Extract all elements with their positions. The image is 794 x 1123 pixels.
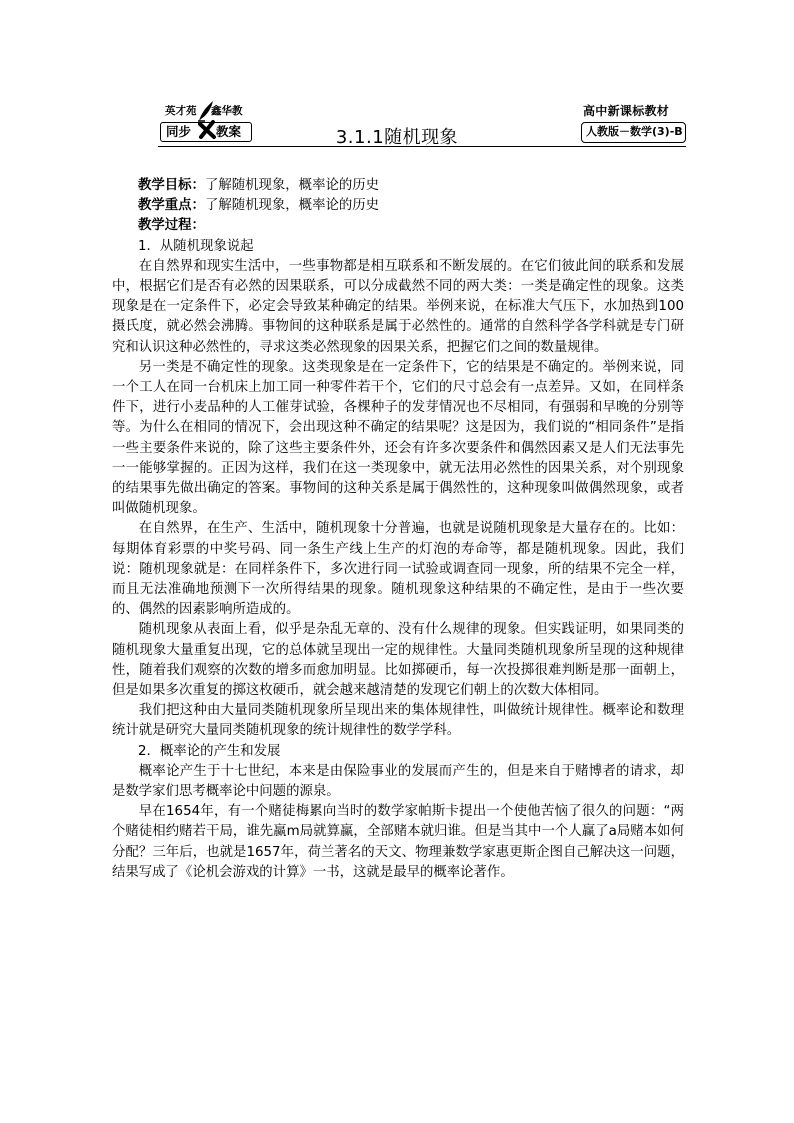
teaching-goal-label: 教学目标： bbox=[138, 178, 205, 193]
paragraph: 另一类是不确定性的现象。这类现象是在一定条件下，它的结果是不确定的。举例来说，同一个工人在同一台机床上加工同一种零件若干个，它们的尺寸总会有一点差异。又如，在同样条件下，进行小麦品种的人工催芽试验，各棵种子的发芽情况也不尽相同，有强弱和早晚的分别等等。为什么在相同的情况下，会出现这种不确定的结果呢？这是因为，我们说的“相同条件”是指一些主要条件来说的，除了这些主要条件外，还会有许多次要条件和偶然因素又是人们无法事先一一能够掌握的。正因为这样，我们在这一类现象中，就无法用必然性的因果关系，对个别现象的结果事先做出确定的答案。事物间的这种关系是属于偶然性的，这种现象叫做偶然现象，或者叫做随机现象。 bbox=[112, 359, 684, 517]
teaching-process bbox=[112, 216, 684, 236]
teaching-goal-value: 了解随机现象，概率论的历史 bbox=[204, 178, 380, 193]
logo-top-row bbox=[158, 103, 254, 119]
section-heading: 1．从随机现象说起 bbox=[138, 238, 254, 254]
paragraph: 随机现象从表面上看，似乎是杂乱无章的、没有什么规律的现象。但实践证明，如果同类的随机现象大量重复出现，它的总体就呈现出一定的规律性。大量同类随机现象所呈现的这种规律性，随着我们观察的次数的增多而愈加明显。比如掷硬币，每一次投掷很难判断是那一面朝上，但是如果多次重复的掷这枚硬币，就会越来越清楚的发现它们朝上的次数大体相同。 bbox=[112, 622, 684, 699]
section-heading: 2．概率论的产生和发展 bbox=[138, 743, 281, 759]
teaching-focus bbox=[112, 196, 684, 216]
page-title: 3.1.1随机现象 bbox=[335, 127, 459, 148]
teaching-process-label: 教学过程： bbox=[138, 218, 205, 234]
paragraph: 早在1654年，有一个赌徒梅累向当时的数学家帕斯卡提出一个使他苦恼了很久的问题：“两个赌徒相约赌若干局，谁先赢m局就算赢，全部赌本就归谁。但是当其中一个人赢了a局赌本如何分配？三年后，也就是1657年，荷兰著名的天文、物理兼数学家惠更斯企图自己解决这一问题，结果写成了《论机会游戏的计算》一书，这就是最早的概率论著作。 bbox=[112, 804, 684, 880]
teaching-focus-label: 教学重点： bbox=[138, 198, 205, 214]
header-divider bbox=[158, 146, 686, 147]
logo-right-text: 鑫华教 bbox=[211, 105, 243, 117]
logo-box-left: 同步 bbox=[166, 124, 192, 139]
edition-box-text: 人教版－数学(3)-B bbox=[581, 122, 686, 143]
document-body bbox=[112, 176, 684, 883]
paragraph: 概率论产生于十七世纪，本来是由保险事业的发展而产生的，但是来自于赌博者的请求，却是数学家们思考概率论中问题的源泉。 bbox=[112, 763, 684, 800]
paragraph: 我们把这种由大量同类随机现象所呈现出来的集体规律性，叫做统计规律性。概率论和数理统计就是研究大量同类随机现象的统计规律性的数学学科。 bbox=[112, 703, 684, 739]
logo-left-text: 英才苑 bbox=[165, 105, 197, 117]
edition-badge bbox=[581, 103, 686, 145]
paragraph: 在自然界，在生产、生活中，随机现象十分普遍，也就是说随机现象是大量存在的。比如：每期体育彩票的中奖号码、同一条生产线上生产的灯泡的寿命等，都是随机现象。因此，我们说：随机现象就是：在同样条件下，多次进行同一试验或调查同一现象，所的结果不完全一样，而且无法准确地预测下一次所得结果的现象。随机现象这种结果的不确定性，是由于一些次要的、偶然的因素影响所造成的。 bbox=[112, 521, 684, 618]
edition-top-text: 高中新课标教材 bbox=[583, 104, 670, 118]
teaching-focus-value: 了解随机现象，概率论的历史 bbox=[204, 198, 380, 214]
logo-box-right: 教案 bbox=[216, 124, 242, 139]
teaching-goal bbox=[112, 176, 684, 196]
paragraph: 在自然界和现实生活中，一些事物都是相互联系和不断发展的。在它们彼此间的联系和发展中，根据它们是否有必然的因果联系，可以分成截然不同的两大类：一类是确定性的现象。这类现象是在一定条件下，必定会导致某种确定的结果。举例来说，在标准大气压下，水加热到100摄氏度，就必然会沸腾。事物间的这种联系是属于必然性的。通常的自然科学各学科就是专门研究和认识这种必然性的，寻求这类必然现象的因果关系，把握它们之间的数量规律。 bbox=[112, 258, 684, 355]
